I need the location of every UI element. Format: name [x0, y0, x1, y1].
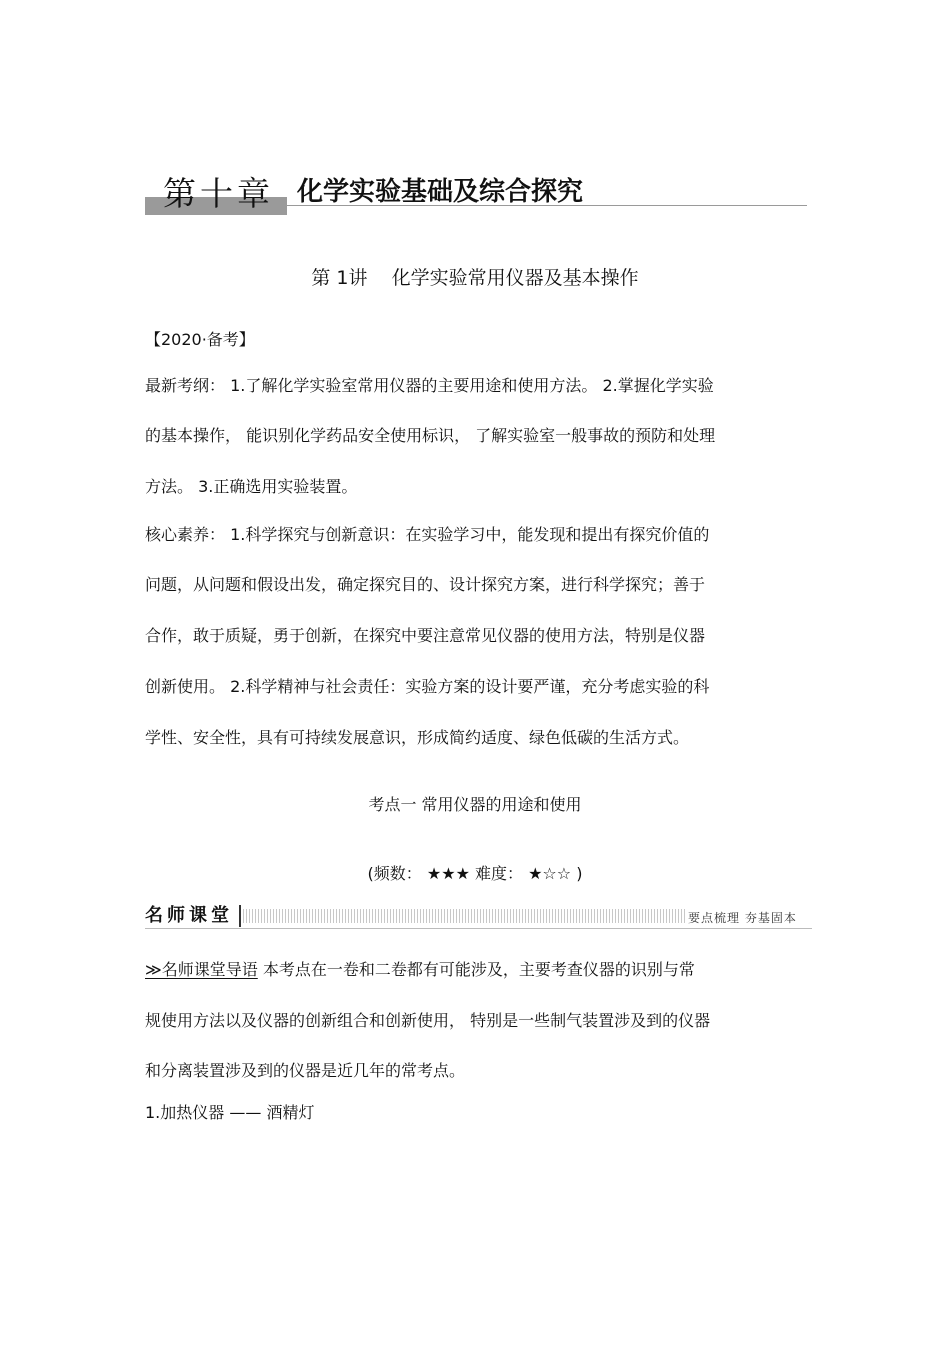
topic-title: 考点一 常用仪器的用途和使用: [368, 795, 582, 814]
lecture-number: 第 1讲: [311, 267, 368, 289]
literacy-line: 问题，从问题和假设出发，确定探究目的、设计探究方案，进行科学探究；善于: [145, 575, 706, 594]
item-heading: 1.加热仪器 —— 酒精灯: [145, 1103, 315, 1122]
guide-first-line: [145, 960, 695, 980]
chapter-title: 化学实验基础及综合探究: [297, 177, 584, 207]
guide-line: 本考点在一卷和二卷都有可能涉及，主要考查仪器的识别与常: [257, 960, 695, 979]
guide-line: 规使用方法以及仪器的创新组合和创新使用， 特别是一些制气装置涉及到的仪器: [145, 1011, 711, 1030]
prep-tag: 【2020·备考】: [145, 330, 255, 349]
guide-line: 和分离装置涉及到的仪器是近几年的常考点。: [145, 1061, 466, 1080]
literacy-line: 合作，敢于质疑，勇于创新，在探究中要注意常见仪器的使用方法，特别是仪器: [145, 626, 706, 645]
guide-label: ≫名师课堂导语: [145, 960, 258, 979]
syllabus-line: 的基本操作， 能识别化学药品安全使用标识， 了解实验室一般事故的预防和处理: [145, 426, 716, 445]
chapter-number: 第十章: [163, 174, 274, 213]
literacy-line: 创新使用。 2.科学精神与社会责任：实验方案的设计要严谨，充分考虑实验的科: [145, 677, 710, 696]
literacy-line: 学性、安全性，具有可持续发展意识，形成简约适度、绿色低碳的生活方式。: [145, 728, 690, 747]
topic-rating: (频数： ★★★ 难度： ★☆☆ ): [367, 864, 583, 883]
section-bar-hatch: [243, 909, 685, 923]
lecture-name: 化学实验常用仪器及基本操作: [391, 267, 639, 289]
section-bar-rule: [145, 928, 812, 929]
literacy-line: 核心素养： 1.科学探究与创新意识：在实验学习中，能发现和提出有探究价值的: [145, 525, 710, 544]
section-bar-label: 名师课堂: [145, 905, 241, 927]
syllabus-line: 方法。 3.正确选用实验装置。: [145, 477, 358, 496]
syllabus-line: 最新考纲： 1.了解化学实验室常用仪器的主要用途和使用方法。 2.掌握化学实验: [145, 376, 714, 395]
section-bar-right-text: 要点梳理 夯基固本: [688, 911, 797, 925]
lecture-title: [0, 263, 950, 290]
